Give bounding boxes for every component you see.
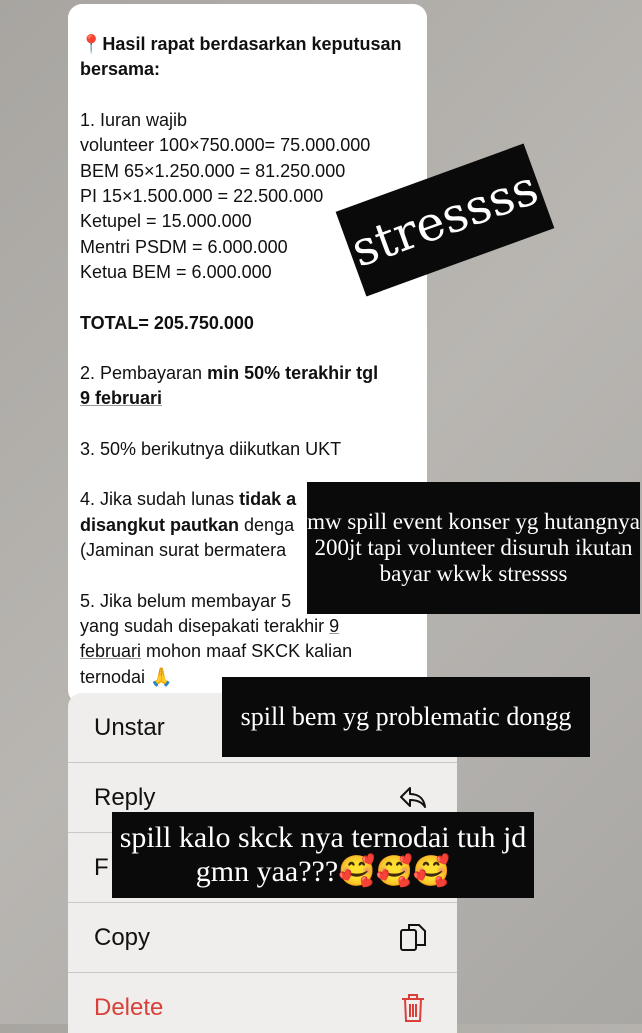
line: Mentri PSDM = 6.000.000	[80, 236, 288, 257]
sticker-stress: stressss	[336, 144, 555, 297]
date-link[interactable]: 9	[329, 615, 340, 636]
date-link[interactable]: 9 februari	[80, 388, 163, 409]
date-link[interactable]: februari	[80, 641, 142, 662]
label: Copy	[94, 923, 151, 951]
total: TOTAL= 205.750.000	[80, 312, 254, 333]
t: disangkut pautkan	[80, 514, 240, 535]
pin-icon: 📍	[80, 34, 103, 54]
caption-3: spill kalo skck nya ternodai tuh jd gmn yaa???🥰🥰🥰	[112, 812, 534, 898]
label: Unstar	[94, 713, 165, 741]
item1-heading: 1. Iuran wajib	[80, 109, 188, 130]
line: Ketupel = 15.000.000	[80, 211, 252, 232]
t: tidak a	[239, 489, 297, 510]
message-title	[80, 32, 415, 83]
caption-2: spill bem yg problematic dongg	[222, 677, 590, 757]
menu-item-copy[interactable]	[68, 903, 457, 973]
item4-line3: (Jaminan surat bermatera	[80, 540, 287, 561]
item2	[80, 361, 415, 386]
caption-1: mw spill event konser yg hutangnya 200jt tapi volunteer disuruh ikutan bayar wkwk stressss	[307, 482, 640, 614]
copy-icon	[397, 922, 429, 954]
label: Delete	[94, 993, 164, 1021]
item3: 3. 50% berikutnya diikutkan UKT	[80, 438, 342, 459]
line: BEM 65×1.250.000 = 81.250.000	[80, 160, 346, 181]
t: mohon maaf SKCK kalian	[141, 641, 353, 662]
reply-icon	[397, 782, 429, 814]
t: denga	[239, 514, 295, 535]
t: 2. Pembayaran	[80, 363, 208, 384]
line: volunteer 100×750.000= 75.000.000	[80, 135, 371, 156]
menu-item-delete[interactable]	[68, 973, 457, 1033]
label: F	[94, 853, 109, 881]
item5-line4: ternodai 🙏	[80, 666, 173, 687]
line: Ketua BEM = 6.000.000	[80, 262, 272, 283]
trash-icon	[397, 992, 429, 1024]
line: PI 15×1.500.000 = 22.500.000	[80, 186, 324, 207]
t: yang sudah disepakati terakhir	[80, 615, 330, 636]
title-text: Hasil rapat berdasarkan keputusan bersama:	[80, 34, 407, 80]
t: 4. Jika sudah lunas	[80, 489, 240, 510]
item5-line1: 5. Jika belum membayar 5	[80, 590, 292, 611]
label: Reply	[94, 783, 156, 811]
item5-line2	[80, 614, 415, 639]
t: min 50% terakhir tgl	[207, 363, 379, 384]
item5-line3	[80, 639, 415, 664]
